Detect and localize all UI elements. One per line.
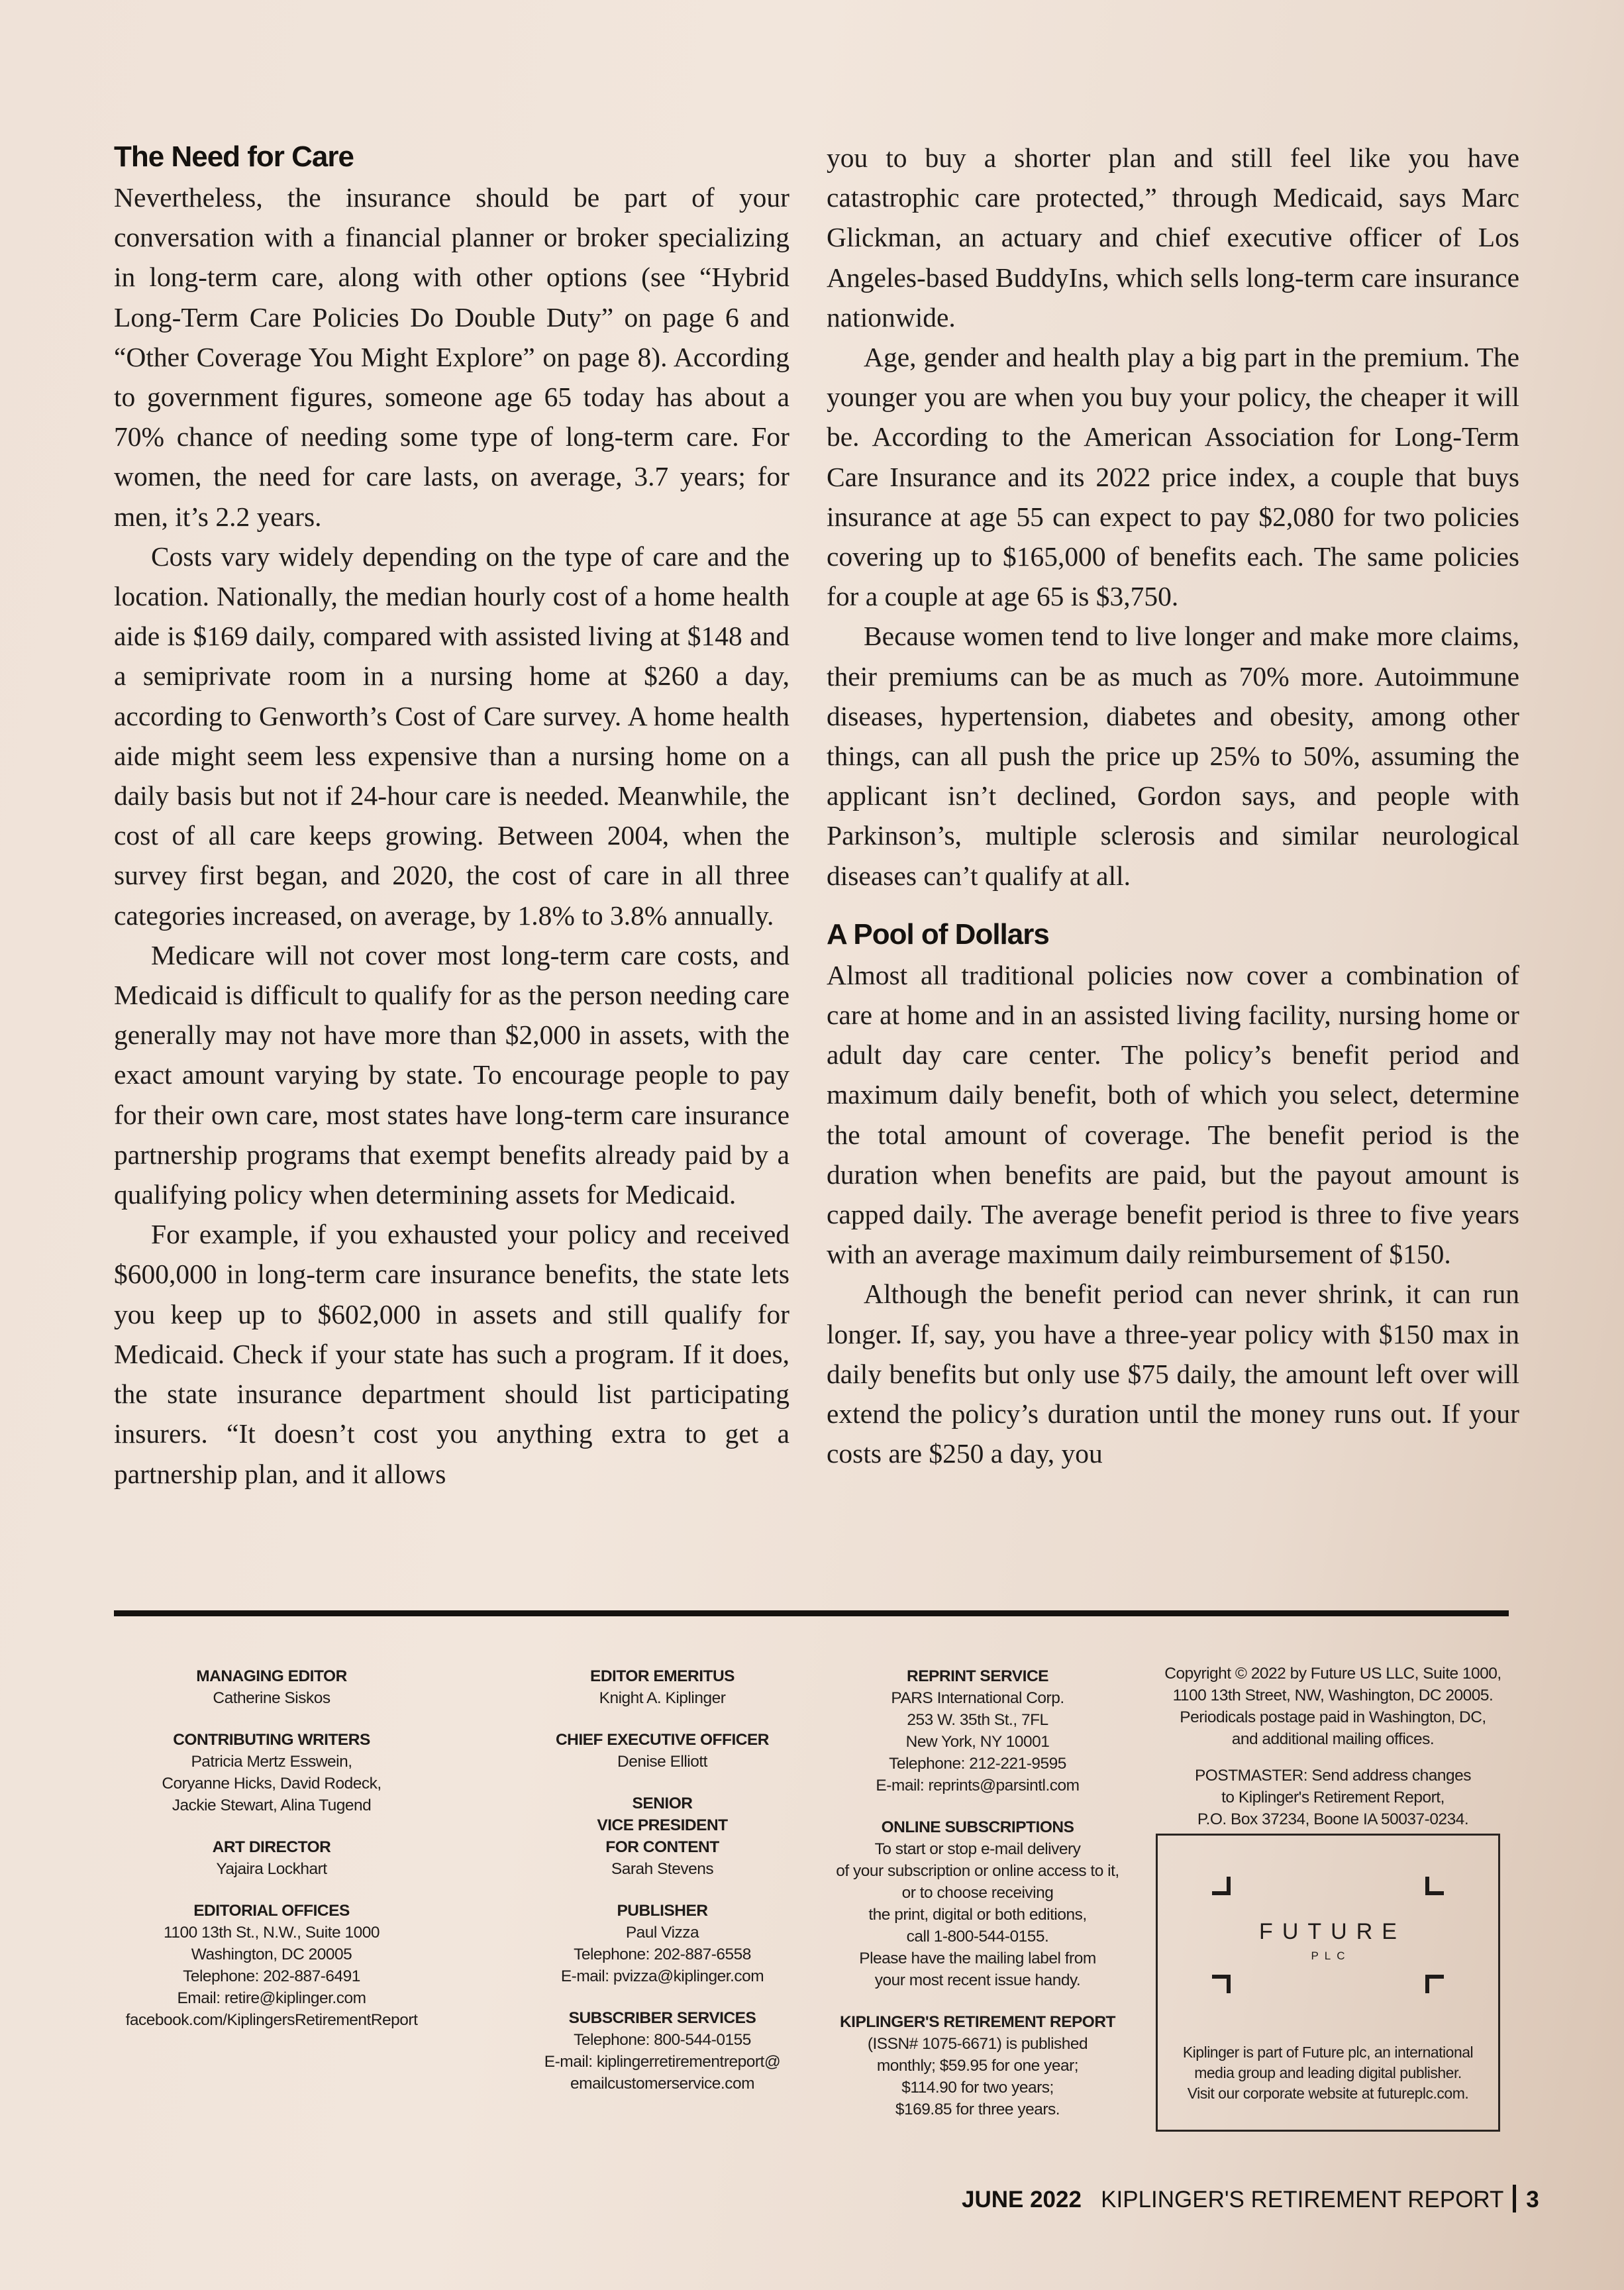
article-paragraph: Medicare will not cover most long-term care costs, and Medicaid is difficult to qualify for as the person needing care generally may not have more than $2,000 in assets, with the exact amount varying by state. To encourage people to pay for their own care, most states have long-term care insurance partnership programs that exempt benefits already paid by a qualifying policy when determining assets for Medicaid. [114, 939, 789, 1210]
future-plc-box [1156, 1834, 1500, 2132]
masthead-title: SUBSCRIBER SERVICES [568, 2009, 756, 2027]
masthead-line: Yajaira Lockhart [216, 1860, 327, 1878]
masthead-line: Please have the mailing label from [859, 1950, 1096, 1967]
masthead-column-3 [813, 1665, 1142, 2140]
masthead-line: Telephone: 202-887-6558 [574, 1946, 751, 1963]
masthead-line: (ISSN# 1075-6671) is published [867, 2035, 1088, 2053]
future-line: Visit our corporate website at futureplc.com. [1187, 2085, 1469, 2102]
masthead-line: E-mail: pvizza@kiplinger.com [560, 1967, 764, 1985]
masthead-line: call 1-800-544-0155. [906, 1928, 1049, 1946]
svp-content-block [490, 1793, 835, 1880]
postmaster-block [1156, 1765, 1510, 1830]
masthead-line: the print, digital or both editions, [868, 1906, 1087, 1924]
masthead-column-2 [490, 1665, 835, 2114]
masthead-line: PARS International Corp. [891, 1689, 1064, 1707]
masthead-title: EDITORIAL OFFICES [193, 1902, 350, 1920]
masthead-line: New York, NY 10001 [905, 1733, 1050, 1751]
masthead-line: Washington, DC 20005 [191, 1946, 352, 1963]
publisher-block [490, 1900, 835, 1987]
masthead-line: monthly; $59.95 for one year; [876, 2057, 1079, 2075]
editorial-offices-block [99, 1900, 444, 2031]
future-logo-plc: PLC [1311, 1950, 1351, 1962]
masthead-title: KIPLINGER'S RETIREMENT REPORT [839, 2013, 1116, 2031]
article-paragraph: Because women tend to live longer and make more claims, their premiums can be as much as 70% more. Autoimmune diseases, hypertension, diabetes and obesity, among other things, can all push the price up 25% to 50%, assuming the applicant isn’t declined, Gordon says, and people with Parkinson’s, multiple sclerosis and similar neurological diseases can’t qualify at all. [827, 621, 1519, 891]
masthead-line: or to choose receiving [901, 1884, 1054, 1902]
article-paragraph: Although the benefit period can never shrink, it can run longer. If, say, you have a three-year policy with $150 max in daily benefits but only use $75 daily, the amount left over will extend the policy’s duration until the money runs out. If your costs are $250 a day, you [827, 1278, 1519, 1469]
editor-emeritus-block [490, 1665, 835, 1709]
future-line: media group and leading digital publisher. [1194, 2064, 1462, 2081]
masthead-title: PUBLISHER [617, 1902, 708, 1920]
future-line: Kiplinger is part of Future plc, an international [1182, 2044, 1474, 2061]
masthead-line: Patricia Mertz Esswein, [191, 1753, 352, 1771]
managing-editor-block [99, 1665, 444, 1709]
masthead-line: To start or stop e-mail delivery [874, 1840, 1081, 1858]
masthead-line: Telephone: 212-221-9595 [889, 1755, 1066, 1773]
masthead-line: Email: retire@kiplinger.com [177, 1989, 366, 2007]
masthead-line: 1100 13th Street, NW, Washington, DC 20005. [1172, 1687, 1494, 1704]
masthead-line: facebook.com/KiplingersRetirementReport [125, 2011, 418, 2029]
article-paragraph: Age, gender and health play a big part in the premium. The younger you are when you buy your policy, the cheaper it will be. According to the American Association for Long-Term Care Insurance and its 2022 price index, a couple that buys insurance at age 55 can expect to pay $2,080 for two policies covering up to $165,000 of benefits each. The same policies for a couple at age 65 is $3,750. [827, 342, 1519, 612]
article-right-column [827, 138, 1519, 1474]
masthead-line: Sarah Stevens [611, 1860, 714, 1878]
copyright-block [1156, 1663, 1510, 1750]
masthead-line: Jackie Stewart, Alina Tugend [172, 1796, 372, 1814]
masthead-line: Copyright © 2022 by Future US LLC, Suite 1000, [1164, 1665, 1501, 1683]
masthead-column-1 [99, 1665, 444, 2051]
masthead-line: E-mail: reprints@parsintl.com [876, 1777, 1080, 1795]
publication-name: KIPLINGER'S RETIREMENT REPORT [1101, 2187, 1503, 2212]
corner-mark-icon [1212, 1975, 1231, 1993]
corner-mark-icon [1212, 1877, 1231, 1895]
art-director-block [99, 1836, 444, 1880]
section-heading-need-for-care: The Need for Care [114, 140, 354, 173]
masthead-divider-rule [114, 1610, 1509, 1616]
masthead-line: Telephone: 800-544-0155 [574, 2031, 751, 2049]
page-number: 3 [1526, 2187, 1539, 2212]
article-left-column [114, 138, 789, 1494]
masthead-line: emailcustomerservice.com [570, 2075, 754, 2093]
subscriber-services-block [490, 2007, 835, 2095]
masthead-title: ART DIRECTOR [212, 1838, 331, 1856]
masthead-line: to Kiplinger's Retirement Report, [1221, 1789, 1445, 1806]
masthead-title: FOR CONTENT [605, 1838, 719, 1856]
masthead-line: 1100 13th St., N.W., Suite 1000 [164, 1924, 380, 1942]
masthead-title: ONLINE SUBSCRIPTIONS [881, 1818, 1074, 1836]
kiplinger-retirement-report-block [813, 2011, 1142, 2120]
article-paragraph: Nevertheless, the insurance should be part of your conversation with a financial planner or broker specializing in long-term care, along with other options (see “Hybrid Long-Term Care Policies Do Double Duty” on page 6 and “Other Coverage You Might Explore” on page 8). According to government figures, someone age 65 today has about a 70% chance of needing some type of long-term care. For women, the need for care lasts, on average, 3.7 years; for men, it’s 2.2 years. [114, 182, 789, 532]
page-footer [962, 2185, 1539, 2215]
masthead-title: CONTRIBUTING WRITERS [173, 1731, 370, 1749]
masthead-title: SENIOR [632, 1795, 693, 1812]
corner-mark-icon [1425, 1975, 1444, 1993]
masthead-line: Paul Vizza [625, 1924, 699, 1942]
masthead-line: your most recent issue handy. [874, 1971, 1081, 1989]
article-paragraph: Almost all traditional policies now cover a combination of care at home and in an assisted living facility, nursing home or adult day care center. The policy’s benefit period and maximum daily benefit, both of which you select, determine the total amount of coverage. The benefit period is the duration when benefits are paid, but the payout amount is capped daily. The average benefit period is three to five years with an average maximum daily reimbursement of $150. [827, 959, 1519, 1270]
masthead-line: 253 W. 35th St., 7FL [907, 1711, 1048, 1729]
masthead-line: P.O. Box 37234, Boone IA 50037-0234. [1197, 1810, 1469, 1828]
masthead-title: REPRINT SERVICE [907, 1667, 1048, 1685]
masthead-line: POSTMASTER: Send address changes [1194, 1767, 1472, 1785]
masthead-line: E-mail: kiplingerretirementreport@ [544, 2053, 781, 2071]
corner-mark-icon [1425, 1877, 1444, 1895]
masthead-line: Coryanne Hicks, David Rodeck, [162, 1775, 381, 1793]
masthead-title: MANAGING EDITOR [196, 1667, 347, 1685]
masthead-line: Denise Elliott [617, 1753, 707, 1771]
masthead-title: VICE PRESIDENT [597, 1816, 728, 1834]
masthead-line: and additional mailing offices. [1231, 1730, 1435, 1748]
masthead-title: EDITOR EMERITUS [589, 1667, 735, 1685]
masthead-line: Telephone: 202-887-6491 [183, 1967, 360, 1985]
masthead-line: Knight A. Kiplinger [599, 1689, 726, 1707]
online-subscriptions-block [813, 1816, 1142, 1991]
article-paragraph: For example, if you exhausted your policy and received $600,000 in long-term care insurance benefits, the state lets you keep up to $602,000 in assets and still qualify for Medicaid. Check if your state has such a program. If it does, the state insurance department should list participating insurers. “It doesn’t cost you anything extra to get a partnership plan, and it allows [114, 1219, 789, 1489]
masthead-line: of your subscription or online access to it, [836, 1862, 1119, 1880]
masthead-line: $169.85 for three years. [895, 2101, 1060, 2118]
footer-divider [1513, 2185, 1516, 2212]
issue-date: JUNE 2022 [962, 2187, 1082, 2212]
masthead-column-4 [1156, 1663, 1510, 1850]
future-logo: FUTURE [1259, 1919, 1406, 1944]
future-description [1171, 2042, 1485, 2104]
article-paragraph: you to buy a shorter plan and still feel like you have catastrophic care protected,” through Medicaid, says Marc Glickman, an actuary and chief executive officer of Los Angeles-based BuddyIns, which sells long-term care insurance nationwide. [827, 142, 1519, 333]
article-paragraph: Costs vary widely depending on the type of care and the location. Nationally, the median hourly cost of a home health aide is $169 daily, compared with assisted living at $148 and a semiprivate room in a nursing home at $260 a day, according to Genworth’s Cost of Care survey. A home health aide might seem less expensive than a nursing home on a daily basis but not if 24-hour care is needed. Meanwhile, the cost of all care keeps growing. Between 2004, when the survey first began, and 2020, the cost of care in all three categories increased, on average, by 1.8% to 3.8% annually. [114, 541, 789, 931]
masthead-line: $114.90 for two years; [901, 2079, 1054, 2097]
masthead-line: Periodicals postage paid in Washington, DC, [1180, 1708, 1486, 1726]
section-heading-pool-of-dollars: A Pool of Dollars [827, 917, 1049, 951]
reprint-service-block [813, 1665, 1142, 1796]
contributing-writers-block [99, 1729, 444, 1816]
ceo-block [490, 1729, 835, 1773]
masthead-line: Catherine Siskos [213, 1689, 330, 1707]
masthead-title: CHIEF EXECUTIVE OFFICER [555, 1731, 769, 1749]
